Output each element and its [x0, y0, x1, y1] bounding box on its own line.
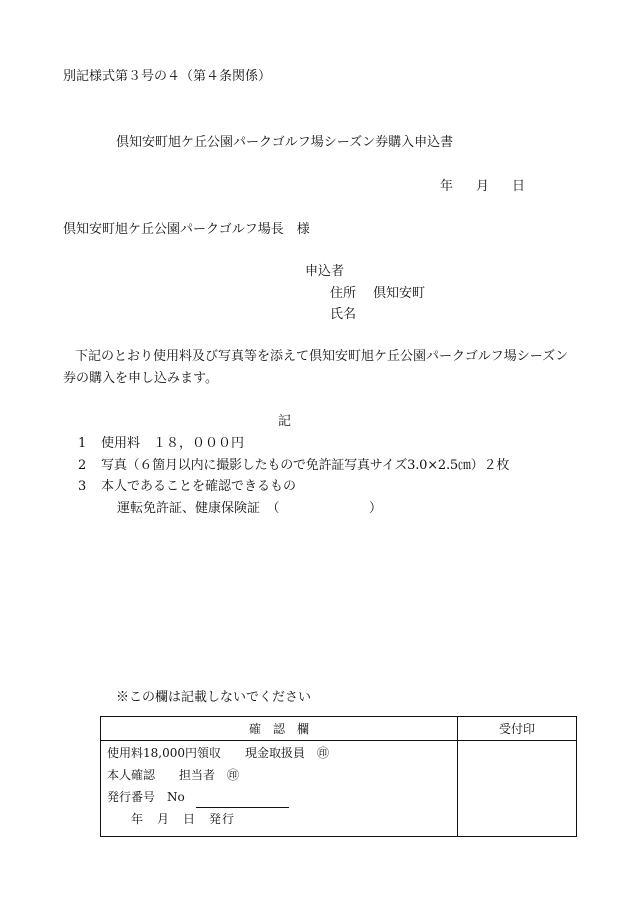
item-number: 1 [78, 436, 87, 451]
issue-date-row: 年 月 日 発行 [131, 812, 236, 826]
item-text: 本人であることを確認できるもの [101, 479, 297, 494]
item-number: 3 [78, 479, 87, 494]
date-line: 年 月 日 [440, 179, 531, 194]
body-text-line2: 券の購入を申し込みます。 [63, 371, 218, 386]
address-value: 倶知安町 [373, 286, 426, 301]
page-title: 倶知安町旭ケ丘公園パークゴルフ場シーズン券購入申込書 [116, 135, 454, 150]
confirmation-header [101, 717, 458, 741]
item-number: 2 [78, 458, 87, 473]
addressee: 倶知安町旭ケ丘公園パークゴルフ場長 様 [63, 222, 310, 237]
identity-check-row: 本人確認 担当者 ㊞ [107, 768, 240, 782]
item-text: 使用料 １８，０００円 [101, 436, 245, 451]
issue-number-row [107, 791, 185, 803]
reception-stamp-header [458, 717, 577, 741]
reception-stamp-cell [458, 741, 577, 837]
form-id: 別記様式第３号の４（第４条関係） [63, 69, 272, 84]
issue-number-blank [196, 807, 289, 808]
confirmation-cell [101, 741, 458, 837]
item3-detail: 運転免許証、健康保険証 （ [117, 501, 280, 516]
fee-received-row: 使用料18,000円領収 現金取扱員 ㊞ [107, 746, 329, 760]
body-text-line1: 下記のとおり使用料及び写真等を添えて倶知安町旭ケ丘公園パークゴルフ場シーズン [75, 349, 569, 364]
office-use-table [100, 716, 577, 837]
item-text: 写真（６箇月以内に撮影したもので免許証写真サイズ3.0×2.5㎝）２枚 [101, 458, 510, 473]
item3-close-paren: ） [369, 501, 383, 516]
address-label: 住所 [330, 286, 357, 301]
issue-number-label: 発行番号 No [107, 790, 185, 804]
confirmation-header-label: 確 認 欄 [248, 721, 309, 736]
office-note: ※この欄は記載しないでください [116, 690, 312, 705]
ki-heading: 記 [278, 414, 292, 429]
name-label: 氏名 [330, 307, 357, 322]
reception-stamp-label: 受付印 [498, 721, 535, 736]
applicant-label: 申込者 [305, 264, 345, 279]
